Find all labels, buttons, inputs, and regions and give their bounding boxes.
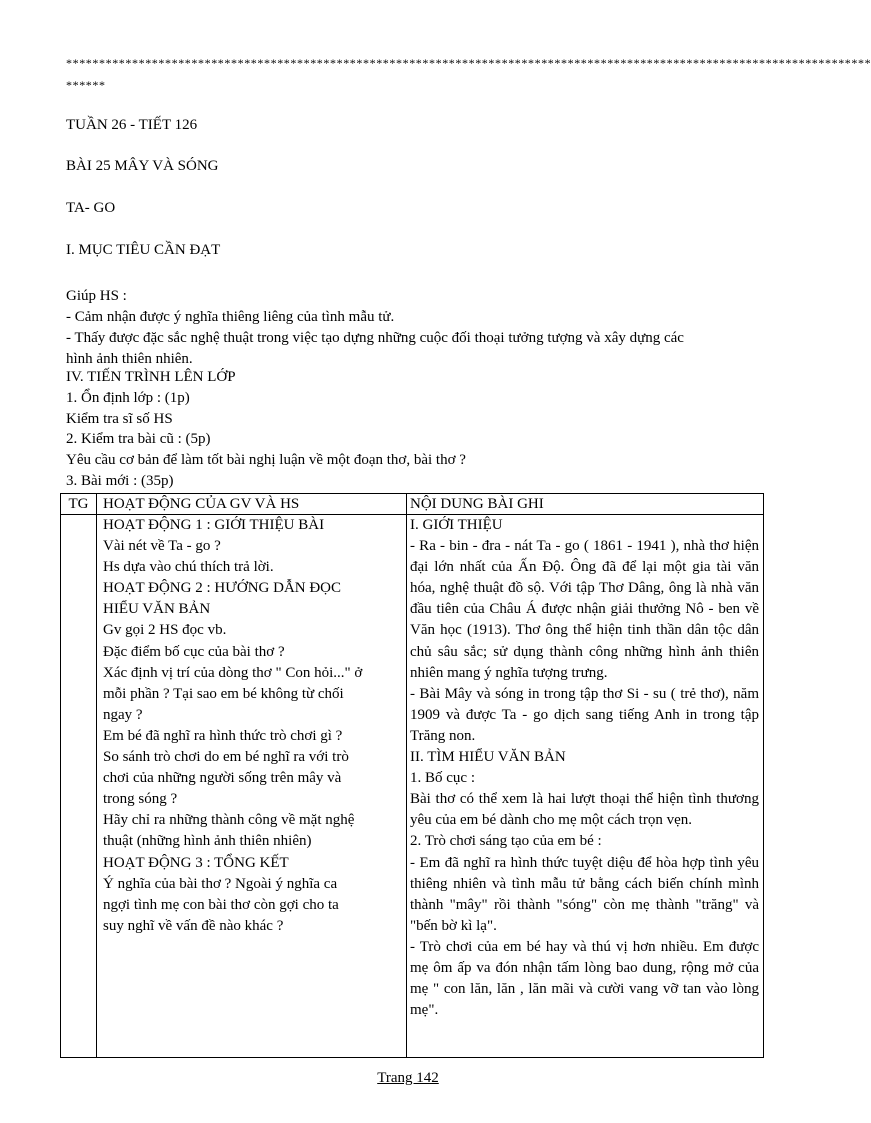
- table-body-row: [61, 515, 764, 1058]
- procedure-step-2: 2. Kiểm tra bài cũ : (5p): [66, 431, 211, 448]
- activity-line: So sánh trò chơi do em bé nghĩ ra với trò: [103, 749, 349, 766]
- activity-line: trong sóng ?: [103, 791, 178, 808]
- header-content: NỘI DUNG BÀI GHI: [407, 494, 764, 515]
- objective-item-2-line-2: hình ảnh thiên nhiên.: [66, 351, 193, 367]
- activity-line: ngay ?: [103, 706, 143, 723]
- activity-line: thuật (những hình ảnh thiên nhiên): [103, 833, 312, 850]
- structure-heading: 1. Bố cục :: [410, 770, 475, 787]
- activity-line: Hs dựa vào chú thích trả lời.: [103, 559, 274, 576]
- week-lesson-label: TUẦN 26 - TIẾT 126: [66, 117, 198, 133]
- objective-item-1: - Cảm nhận được ý nghĩa thiêng liêng của tình mẫu tử.: [66, 309, 395, 325]
- tg-cell: [61, 515, 97, 1058]
- activity-line: HOẠT ĐỘNG 2 : HƯỚNG DẪN ĐỌC: [103, 580, 342, 597]
- game-paragraph-1: - Em đã nghĩ ra hình thức tuyệt diệu để hòa hợp tình yêu thiêng nhiên và tình mẫu tử bằng cách biến chính mình thành "mây" rồi thành "sóng" còn mẹ thành "trăng" và "bến bờ kì lạ".: [410, 854, 759, 934]
- procedure-step-1-detail: Kiểm tra sĩ số HS: [66, 410, 173, 427]
- header-tg: TG: [61, 494, 97, 515]
- header-activities: HOẠT ĐỘNG CỦA GV VÀ HS: [97, 494, 407, 515]
- procedure-step-2-question: Yêu cầu cơ bản để làm tốt bài nghị luận về một đoạn thơ, bài thơ ?: [66, 452, 466, 469]
- author-name: TA- GO: [66, 200, 116, 216]
- page-number: Trang 142: [377, 1070, 439, 1086]
- star-divider-line-1: **************************************************************************************************************************: [66, 56, 871, 70]
- intro-paragraph-2: - Bài Mây và sóng in trong tập thơ Si - su ( trẻ thơ), năm 1909 và được Ta - go dịch sang tiếng Anh in trong tập Trăng non.: [410, 685, 759, 744]
- activity-line: Xác định vị trí của dòng thơ " Con hỏi..." ở: [103, 664, 363, 681]
- activity-line: suy nghĩ về vấn đề nào khác ?: [103, 917, 284, 934]
- section-goals-heading: I. MỤC TIÊU CẦN ĐẠT: [66, 242, 221, 258]
- procedure-step-1: 1. Ổn định lớp : (1p): [66, 389, 190, 406]
- structure-paragraph: Bài thơ có thể xem là hai lượt thoại thể hiện tình thương yêu của em bé dành cho mẹ một cách trọn vẹn.: [410, 791, 759, 829]
- game-paragraph-2: - Trò chơi của em bé hay và thú vị hơn nhiều. Em được mẹ ôm ấp va đón nhận tấm lòng bao dung, rộng mở của mẹ " con lăn, lăn , lăn mãi và cười vang vỡ tan vào lòng mẹ".: [410, 938, 759, 1019]
- content-cell: [407, 515, 764, 1058]
- procedure-block: [66, 367, 776, 492]
- activities-cell: [97, 515, 407, 1058]
- activity-line: Đặc điểm bố cục của bài thơ ?: [103, 643, 285, 660]
- intro-heading: I. GIỚI THIỆU: [410, 517, 503, 533]
- table-header-row: [61, 494, 764, 515]
- activity-line: Vài nét về Ta - go ?: [103, 538, 221, 555]
- lesson-title: BÀI 25 MÂY VÀ SÓNG: [66, 158, 219, 174]
- activity-line: chơi của những người sống trên mây và: [103, 770, 342, 787]
- objectives-intro: Giúp HS :: [66, 288, 127, 304]
- activity-line: Ý nghĩa của bài thơ ? Ngoài ý nghĩa ca: [103, 875, 338, 892]
- lesson-plan-table: [60, 493, 764, 1058]
- activity-line: Hãy chỉ ra những thành công về mặt nghệ: [103, 812, 355, 829]
- activity-line: HOẠT ĐỘNG 3 : TỔNG KẾT: [103, 854, 289, 871]
- activity-line: HOẠT ĐỘNG 1 : GIỚI THIỆU BÀI: [103, 517, 325, 533]
- procedure-heading: IV. TIẾN TRÌNH LÊN LỚP: [66, 369, 236, 385]
- activity-line: Em bé đã nghĩ ra hình thức trò chơi gì ?: [103, 727, 343, 744]
- objectives-block: [66, 286, 776, 370]
- procedure-step-3: 3. Bài mới : (35p): [66, 472, 174, 489]
- activity-line: mỗi phần ? Tại sao em bé không từ chối: [103, 685, 344, 702]
- study-heading: II. TÌM HIỂU VĂN BẢN: [410, 749, 566, 766]
- star-divider-line-2: ******: [66, 78, 106, 92]
- activity-line: Gv gọi 2 HS đọc vb.: [103, 622, 227, 639]
- intro-paragraph-1: - Ra - bin - đra - nát Ta - go ( 1861 - 1941 ), nhà thơ hiện đại lớn nhất của Ấn Độ. Ông đã để lại một gia tài văn hóa, nghệ thuật đồ sộ. Với tập Thơ Dâng, ông là nhà văn đầu tiên của Châu Á được nhận giải thưởng Nô - ben về Văn học (1913). Thơ ông thể hiện tinh thần dân tộc dân chủ sâu sắc; sử dụng thành công những hình ảnh thiên nhiên mang ý nghĩa tượng trưng.: [410, 538, 759, 681]
- game-heading: 2. Trò chơi sáng tạo của em bé :: [410, 833, 602, 850]
- activity-line: HIỂU VĂN BẢN: [103, 601, 211, 618]
- activity-line: ngợi tình mẹ con bài thơ còn gợi cho ta: [103, 896, 339, 913]
- objective-item-2-line-1: - Thấy được đặc sắc nghệ thuật trong việc tạo dựng những cuộc đối thoại tưởng tượng và xây dựng các: [66, 330, 684, 346]
